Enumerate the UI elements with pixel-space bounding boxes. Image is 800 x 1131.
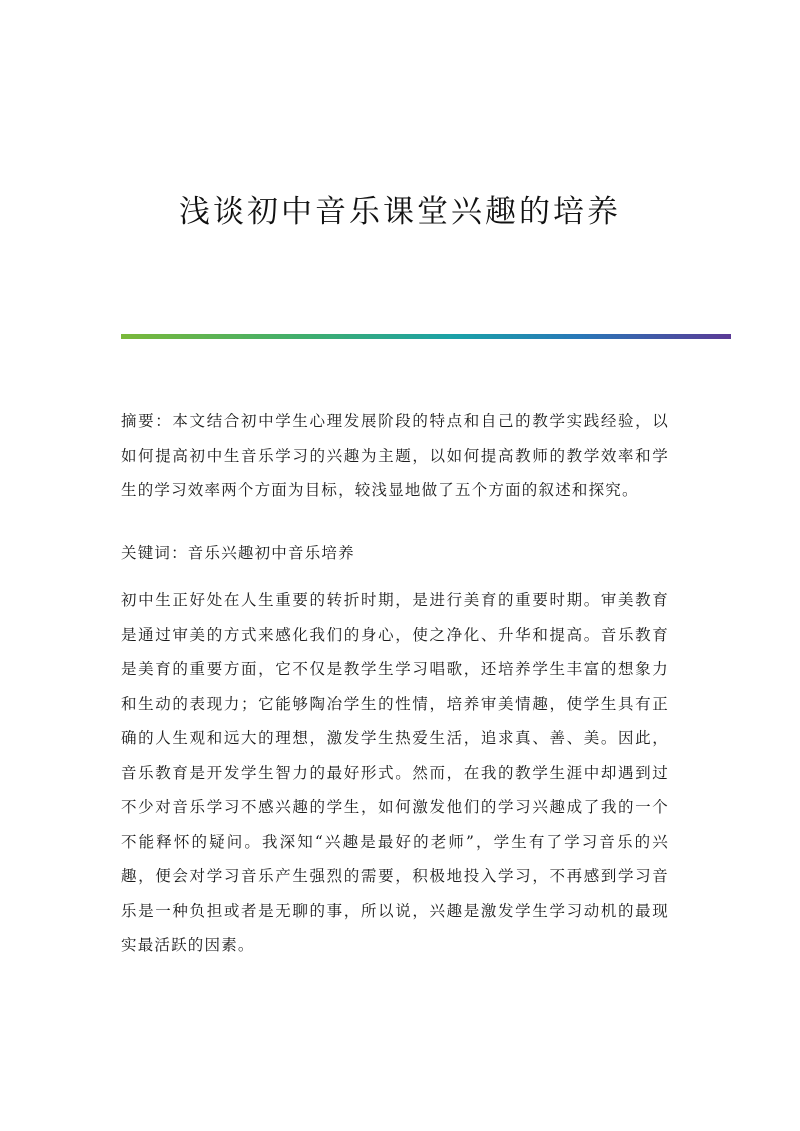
body-paragraph-text: 初中生正好处在人生重要的转折时期，是进行美育的重要时期。审美教育是通过审美的方式来感化我们的身心，使之净化、升华和提高。音乐教育是美育的重要方面，它不仅是教学生学习唱歌，还培养学生丰富的想象力和生动的表现力；它能够陶冶学生的性情，培养审美情趣，使学生具有正确的人生观和远大的理想，激发学生热爱生活，追求真、善、美。因此，音乐教育是开发学生智力的最好形式。然而，在我的教学生涯中却遇到过不少对音乐学习不感兴趣的学生，如何激发他们的学习兴趣成了我的一个不能释怀的疑问。我深知“兴趣是最好的老师”，学生有了学习音乐的兴趣，便会对学习音乐产生强烈的需要，积极地投入学习，不再感到学习音乐是一种负担或者是无聊的事，所以说，兴趣是激发学生学习动机的最现实最活跃的因素。 (121, 591, 669, 954)
body-paragraph (121, 583, 669, 963)
document-title: 浅谈初中音乐课堂兴趣的培养 (179, 194, 621, 230)
abstract-paragraph (121, 404, 669, 508)
keywords-line (121, 536, 669, 571)
title-divider (121, 334, 731, 339)
keywords-text: 关键词：音乐兴趣初中音乐培养 (121, 544, 355, 562)
abstract-text: 摘要：本文结合初中学生心理发展阶段的特点和自己的教学实践经验，以如何提高初中生音乐学习的兴趣为主题，以如何提高教师的教学效率和学生的学习效率两个方面为目标，较浅显地做了五个方面的叙述和探究。 (121, 412, 669, 499)
